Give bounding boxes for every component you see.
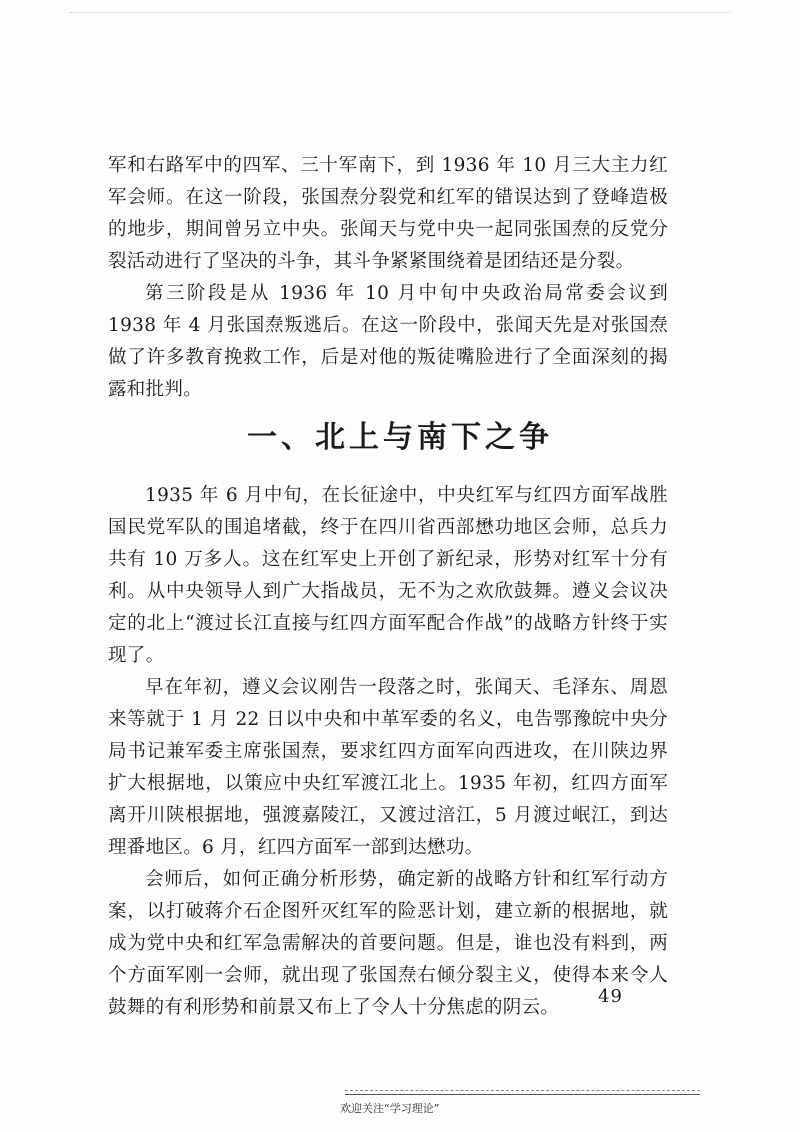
paragraph-continued: 军和右路军中的四军、三十军南下，到 1936 年 10 月三大主力红军会师。在这一阶段，张国焘分裂党和红军的错误达到了登峰造极的地步，期间曾另立中央。张闻天与党中央一起同张国焘的反党分裂活动进行了坚决的斗争，其斗争紧紧围绕着是团结还是分裂。 [108, 155, 668, 272]
intro-text-block [108, 150, 668, 406]
scan-edge-line [70, 12, 730, 14]
paragraph-after-meeting: 会师后，如何正确分析形势，确定新的战略方针和红军行动方案，以打破蒋介石企图歼灭红军的险恶计划，建立新的根据地，就成为党中央和红军急需解决的首要问题。但是，谁也没有料到，两个方面军刚一会师，就出现了张国焘右倾分裂主义，使得本来令人鼓舞的有利形势和前景又布上了令人十分焦虑的阴云。 [108, 869, 668, 1018]
paragraph-1935-june: 1935 年 6 月中旬，在长征途中，中央红军与红四方面军战胜国民党军队的围追堵截，终于在四川省西部懋功地区会师，总兵力共有 10 万多人。这在红军史上开创了新纪录，形势对红军十分有利。从中央领导人到广大指战员，无不为之欢欣鼓舞。遵义会议决定的北上“渡过长江直接与红四方面军配合作战”的战略方针终于实现了。 [108, 485, 668, 666]
section-heading: 一、北上与南下之争 [247, 420, 553, 455]
footer-watermark-text: 欢迎关注“学习理论” [340, 1102, 440, 1115]
paragraph-third-stage: 第三阶段是从 1936 年 10 月中旬中央政治局常委会议到 1938 年 4 月张国焘叛逃后。在这一阶段中，张闻天先是对张国焘做了许多教育挽救工作，后是对他的叛徒嘴脸进行了全面深刻的揭露和批判。 [108, 283, 668, 400]
paragraph-early-year: 早在年初，遵义会议刚告一段落之时，张闻天、毛泽东、周恩来等就于 1 月 22 日以中央和中革军委的名义，电告鄂豫皖中央分局书记兼军委主席张国焘，要求红四方面军向西进攻，在川陕边界扩大根据地，以策应中央红军渡江北上。1935 年初，红四方面军离开川陕根据地，强渡嘉陵江，又渡过涪江，5 月渡过岷江，到达理番地区。6 月，红四方面军一部到达懋功。 [108, 677, 668, 858]
section-text-block [108, 480, 668, 1024]
footer-rule [345, 1094, 700, 1095]
page-number: 49 [598, 986, 623, 1007]
footer-dashed-rule [345, 1090, 700, 1091]
